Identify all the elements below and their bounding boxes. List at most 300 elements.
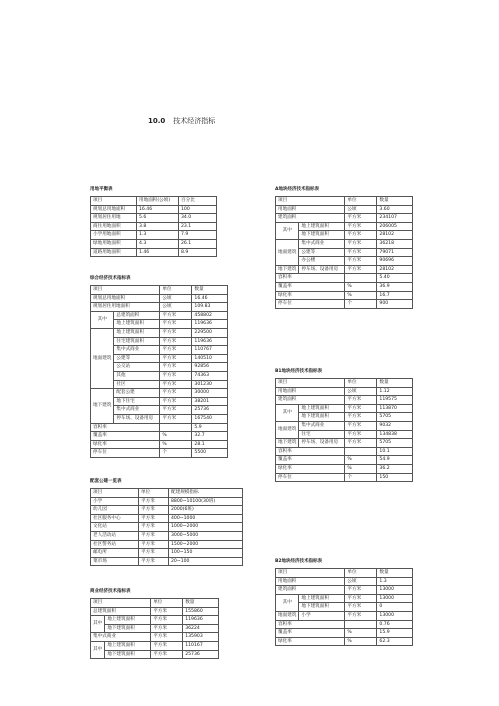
table-cell: 平方米 <box>345 214 377 223</box>
table-cell: 平方米 <box>345 421 377 430</box>
table-cell: % <box>160 432 192 441</box>
table-cell: 平方米 <box>151 641 183 650</box>
table-row <box>276 205 413 214</box>
table-cell: 覆盖率 <box>276 629 345 638</box>
overall-indicators-table-block <box>90 275 228 458</box>
table-cell: % <box>345 456 377 465</box>
table-row <box>276 300 413 309</box>
plot-b2-indicators-table-block <box>275 558 413 646</box>
table-row <box>91 607 219 616</box>
table-cell: 停车场、设备用房 <box>299 439 345 448</box>
data-table <box>90 598 219 659</box>
table-cell: 覆盖率 <box>276 282 345 291</box>
table-cell <box>345 620 377 629</box>
table-cell: 平方米 <box>345 413 377 422</box>
table-header-cell: 配建规模指标 <box>169 489 243 498</box>
table-cell: 16.46 <box>137 205 179 214</box>
table-cell: 容积率 <box>276 447 345 456</box>
table-cell: 0 <box>377 603 413 612</box>
table-cell: 平方米 <box>139 506 169 515</box>
table-cell: 5705 <box>377 439 413 448</box>
table-cell: 113870 <box>377 404 413 413</box>
table-row <box>276 396 413 405</box>
table-cell: 地下建筑面积 <box>105 650 151 659</box>
table-row <box>91 432 228 441</box>
table-row <box>276 473 413 482</box>
table-cell: 23.1 <box>179 222 217 231</box>
table-row <box>276 464 413 473</box>
table-row <box>91 294 228 303</box>
table-row <box>91 303 228 312</box>
table-caption: 配套公建一览表 <box>90 479 122 484</box>
table-cell: 文化站 <box>91 523 139 532</box>
table-row <box>91 286 228 295</box>
table-header-cell: 数量 <box>377 569 413 578</box>
table-cell: 平方米 <box>151 650 183 659</box>
table-cell: 覆盖率 <box>91 432 160 441</box>
table-cell: 商住用地面积 <box>91 222 137 231</box>
table-cell: 地上建筑面积 <box>105 641 151 650</box>
table-cell: 1000~2000 <box>169 523 243 532</box>
table-cell: 13000 <box>377 611 413 620</box>
table-cell: 150 <box>377 473 413 482</box>
table-cell: 5500 <box>192 449 228 458</box>
table-cell: 配套公建 <box>114 389 160 398</box>
table-row <box>91 497 243 506</box>
group-label: 地面建筑 <box>276 239 299 265</box>
table-cell: 绿地用地面积 <box>91 239 137 248</box>
group-label: 其中 <box>276 222 299 239</box>
data-table <box>90 196 217 257</box>
table-cell: 110167 <box>183 641 219 650</box>
table-cell: 地下建筑面积 <box>299 603 345 612</box>
table-row <box>276 637 413 646</box>
table-cell: 8.9 <box>179 248 217 257</box>
table-cell: % <box>160 440 192 449</box>
table-cell: 平方米 <box>345 257 377 266</box>
table-row <box>276 611 413 620</box>
group-label: 地下建筑 <box>276 439 299 448</box>
table-cell: 1.3 <box>137 231 179 240</box>
plot-b1-indicators-table-block <box>275 368 413 482</box>
table-cell: 74363 <box>192 371 228 380</box>
table-cell: 容积率 <box>91 423 160 432</box>
table-cell: 134838 <box>377 430 413 439</box>
table-cell: 8800~10100(30班) <box>169 497 243 506</box>
table-cell: 住宅 <box>299 430 345 439</box>
table-cell: % <box>345 282 377 291</box>
table-cell: 公顷 <box>345 387 377 396</box>
table-cell: 5.40 <box>377 274 413 283</box>
table-cell: 16.46 <box>192 294 228 303</box>
table-header-cell: 项目 <box>276 197 345 206</box>
table-cell: 规划总用地面积 <box>91 294 160 303</box>
table-cell: 建筑面积 <box>276 214 345 223</box>
table-row <box>91 616 219 625</box>
table-caption: A地块经济技术指标表 <box>275 187 319 192</box>
table-cell: 规划居住用地 <box>91 214 137 223</box>
table-cell: 住宅建筑面积 <box>114 337 160 346</box>
table-row <box>91 549 243 558</box>
table-cell: 其他 <box>114 371 160 380</box>
table-cell: 个 <box>345 473 377 482</box>
table-caption: 用地平衡表 <box>90 187 113 192</box>
table-cell: 1.12 <box>377 387 413 396</box>
table-cell: 社区警务站 <box>91 540 139 549</box>
table-cell: 62.3 <box>377 637 413 646</box>
table-cell: 平方米 <box>345 239 377 248</box>
table-cell: 平方米 <box>160 337 192 346</box>
table-cell: 规划居住用地面积 <box>91 303 160 312</box>
table-cell: 119636 <box>192 337 228 346</box>
table-cell: 平方米 <box>345 404 377 413</box>
table-cell: 229500 <box>192 328 228 337</box>
table-row <box>91 506 243 515</box>
table-cell: 平方米 <box>139 557 169 566</box>
table-cell: 总建筑面积 <box>114 311 160 320</box>
table-cell: 平方米 <box>139 549 169 558</box>
table-header-cell: 项目 <box>91 197 137 206</box>
table-cell: 平方米 <box>345 231 377 240</box>
table-cell: 公建等 <box>114 354 160 363</box>
table-cell: 停车位 <box>276 473 345 482</box>
table-cell: 社区服务中心 <box>91 514 139 523</box>
table-cell: 建筑面积 <box>276 396 345 405</box>
table-cell: 菜市场 <box>91 557 139 566</box>
table-header-cell: 项目 <box>91 286 160 295</box>
table-row <box>91 239 217 248</box>
table-cell: 135903 <box>183 633 219 642</box>
table-cell: 用地面积 <box>276 387 345 396</box>
table-cell: 地下建筑面积 <box>105 624 151 633</box>
table-caption: 综合经济技术指标表 <box>90 276 131 281</box>
table-cell: 地下建筑面积 <box>299 231 345 240</box>
table-header-cell: 项目 <box>91 599 151 608</box>
table-header-cell: 数量 <box>377 379 413 388</box>
table-row <box>91 641 219 650</box>
table-cell: 平方米 <box>160 328 192 337</box>
table-header-cell: 单位 <box>345 379 377 388</box>
table-cell: 458802 <box>192 311 228 320</box>
table-cell: 28102 <box>377 265 413 274</box>
table-cell: 停车位 <box>91 449 160 458</box>
section-title: 技术经济指标 <box>173 117 216 125</box>
table-cell: 平方米 <box>139 540 169 549</box>
table-cell: 地上建筑面积 <box>114 320 160 329</box>
table-cell: 绿化率 <box>276 464 345 473</box>
table-cell: 小学 <box>299 611 345 620</box>
table-cell: 28102 <box>377 231 413 240</box>
table-cell: 平方米 <box>160 380 192 389</box>
table-cell: 总建筑面积 <box>91 607 151 616</box>
table-row <box>276 379 413 388</box>
table-cell: 平方米 <box>345 439 377 448</box>
table-cell: 平方米 <box>151 633 183 642</box>
table-cell: 平方米 <box>151 624 183 633</box>
group-label: 地下建筑 <box>91 389 114 423</box>
table-cell: 地下建筑面积 <box>299 413 345 422</box>
table-cell: 3.8 <box>137 222 179 231</box>
table-cell: 用地面积 <box>276 205 345 214</box>
table-cell: 社区 <box>114 380 160 389</box>
table-header-cell: 项目 <box>91 489 139 498</box>
table-cell: % <box>345 291 377 300</box>
table-cell: 绿化率 <box>276 637 345 646</box>
table-cell: 206005 <box>377 222 413 231</box>
table-cell <box>160 423 192 432</box>
table-row <box>276 387 413 396</box>
table-cell: 119575 <box>377 396 413 405</box>
table-cell: 平方米 <box>345 222 377 231</box>
table-header-cell: 用地面积(公顷) <box>137 197 179 206</box>
table-row <box>91 423 228 432</box>
table-caption: B2地块经济技术指标表 <box>275 559 323 564</box>
table-cell: 5.9 <box>192 423 228 432</box>
table-header-cell: 项目 <box>276 569 345 578</box>
table-cell: 4.3 <box>137 239 179 248</box>
table-cell: 平方米 <box>345 594 377 603</box>
table-cell: 集中式商业 <box>91 633 151 642</box>
table-cell: 7.9 <box>179 231 217 240</box>
table-cell: 平方米 <box>160 406 192 415</box>
table-cell: 老人活动站 <box>91 531 139 540</box>
table-cell: 100 <box>179 205 217 214</box>
table-cell: 10.1 <box>377 447 413 456</box>
table-cell: 停车场、设备用房 <box>299 265 345 274</box>
table-cell: 平方米 <box>160 311 192 320</box>
table-cell: 13000 <box>377 586 413 595</box>
table-row <box>276 620 413 629</box>
table-header-cell: 单位 <box>160 286 192 295</box>
page-title <box>148 116 215 126</box>
table-row <box>91 540 243 549</box>
table-cell: 32.7 <box>192 432 228 441</box>
table-row <box>91 599 219 608</box>
table-cell: 平方米 <box>345 430 377 439</box>
table-row <box>276 439 413 448</box>
group-label: 地面建筑 <box>91 328 114 388</box>
table-cell: % <box>345 464 377 473</box>
table-row <box>276 456 413 465</box>
table-cell: 地上建筑面积 <box>299 404 345 413</box>
public-facilities-table-block <box>90 478 243 566</box>
table-cell: 平方米 <box>139 531 169 540</box>
table-row <box>91 624 219 633</box>
table-row <box>91 231 217 240</box>
table-caption: 商业经济技术指标表 <box>90 589 131 594</box>
table-header-cell: 单位 <box>345 569 377 578</box>
table-cell: 规划总用地面积 <box>91 205 137 214</box>
table-row <box>276 447 413 456</box>
table-header-cell: 单位 <box>139 489 169 498</box>
table-row <box>91 248 217 257</box>
table-row <box>276 569 413 578</box>
table-cell: 28.1 <box>192 440 228 449</box>
table-cell: 平方米 <box>160 389 192 398</box>
table-row <box>276 594 413 603</box>
table-header-cell: 单位 <box>345 197 377 206</box>
data-table <box>275 378 413 482</box>
table-row <box>91 311 228 320</box>
table-cell: 平方米 <box>151 616 183 625</box>
table-cell: 集中式商业 <box>299 239 345 248</box>
table-cell: 公顷 <box>160 294 192 303</box>
table-cell: 绿化率 <box>276 291 345 300</box>
section-number: 10.0 <box>148 117 166 125</box>
table-cell: 地上建筑面积 <box>299 222 345 231</box>
table-cell: 覆盖率 <box>276 456 345 465</box>
table-cell: 公顷 <box>160 303 192 312</box>
table-row <box>276 629 413 638</box>
table-row <box>91 650 219 659</box>
table-cell: 集中式商业 <box>114 406 160 415</box>
table-cell: 36224 <box>183 624 219 633</box>
table-cell: 地上建筑面积 <box>114 328 160 337</box>
table-cell: 平方米 <box>160 320 192 329</box>
table-cell: 平方米 <box>345 248 377 257</box>
table-row <box>276 282 413 291</box>
table-cell: 幼儿园 <box>91 506 139 515</box>
table-cell: 26.1 <box>179 239 217 248</box>
group-label: 其中 <box>91 311 114 328</box>
table-caption: B1地块经济技术指标表 <box>275 369 323 374</box>
table-cell: 集中式商业 <box>114 346 160 355</box>
table-row <box>91 389 228 398</box>
table-cell: 地上建筑面积 <box>299 594 345 603</box>
table-row <box>276 404 413 413</box>
table-cell: 建筑面积 <box>276 586 345 595</box>
table-cell: 20~100 <box>169 557 243 566</box>
table-header-cell: 单位 <box>151 599 183 608</box>
table-cell: 15.9 <box>377 629 413 638</box>
table-cell: 用地面积 <box>276 577 345 586</box>
data-table <box>90 285 228 458</box>
table-row <box>91 633 219 642</box>
table-cell: 公交站 <box>114 363 160 372</box>
table-cell: 1.46 <box>137 248 179 257</box>
table-row <box>276 214 413 223</box>
table-cell: 平方米 <box>160 414 192 423</box>
table-cell: 办公楼 <box>299 257 345 266</box>
table-cell: 54.9 <box>377 456 413 465</box>
table-cell: 平方米 <box>139 523 169 532</box>
table-cell: 36.2 <box>377 464 413 473</box>
table-cell: 92856 <box>192 363 228 372</box>
table-cell: 公顷 <box>345 577 377 586</box>
table-row <box>276 291 413 300</box>
table-cell: 公建等 <box>299 248 345 257</box>
table-cell: 167540 <box>192 414 228 423</box>
land-balance-table-block <box>90 186 217 257</box>
table-cell: 道路用地面积 <box>91 248 137 257</box>
plot-a-indicators-table-block <box>275 186 413 309</box>
table-cell: 90696 <box>377 257 413 266</box>
table-cell: 2000(6班) <box>169 506 243 515</box>
table-cell: 容积率 <box>276 620 345 629</box>
table-cell: 平方米 <box>345 603 377 612</box>
table-cell: 36218 <box>377 239 413 248</box>
table-row <box>91 514 243 523</box>
group-label: 其中 <box>276 594 299 611</box>
table-cell: 234107 <box>377 214 413 223</box>
table-cell: 个 <box>160 449 192 458</box>
table-cell: 9032 <box>377 421 413 430</box>
table-cell: 100~150 <box>169 549 243 558</box>
table-cell: 个 <box>345 300 377 309</box>
table-cell: 平方米 <box>345 396 377 405</box>
table-cell: 25736 <box>192 406 228 415</box>
table-cell: 110767 <box>192 346 228 355</box>
table-cell: 停车位 <box>276 300 345 309</box>
table-cell: 平方米 <box>160 346 192 355</box>
table-cell: 5.6 <box>137 214 179 223</box>
table-cell: 停车场、设备用房 <box>114 414 160 423</box>
table-row <box>276 222 413 231</box>
group-label: 其中 <box>91 641 105 658</box>
table-cell: 79071 <box>377 248 413 257</box>
table-row <box>276 239 413 248</box>
group-label: 其中 <box>276 404 299 421</box>
table-cell: 1500~2000 <box>169 540 243 549</box>
table-cell: 地下住宅 <box>114 397 160 406</box>
table-cell: 301230 <box>192 380 228 389</box>
table-cell: 119636 <box>192 320 228 329</box>
commercial-indicators-table-block <box>90 588 219 659</box>
table-cell: % <box>345 637 377 646</box>
group-label: 地面建筑 <box>276 421 299 438</box>
table-row <box>276 586 413 595</box>
table-cell: 平方米 <box>345 611 377 620</box>
table-cell: 13000 <box>377 594 413 603</box>
table-cell: 平方米 <box>139 497 169 506</box>
table-header-cell: 数量 <box>192 286 228 295</box>
table-cell: 3.60 <box>377 205 413 214</box>
table-cell: 平方米 <box>160 371 192 380</box>
table-row <box>91 328 228 337</box>
table-cell: % <box>345 629 377 638</box>
table-cell: 容积率 <box>276 274 345 283</box>
table-cell: 16.7 <box>377 291 413 300</box>
group-label: 地面建筑 <box>276 611 299 620</box>
table-cell: 140510 <box>192 354 228 363</box>
group-label: 其中 <box>91 616 105 633</box>
table-cell: 25736 <box>183 650 219 659</box>
table-cell: 400~1000 <box>169 514 243 523</box>
table-cell: 109.83 <box>192 303 228 312</box>
table-cell <box>345 447 377 456</box>
table-cell: 155860 <box>183 607 219 616</box>
table-header-cell: 百分比 <box>179 197 217 206</box>
table-row <box>276 274 413 283</box>
table-cell: 平方米 <box>345 265 377 274</box>
table-row <box>91 557 243 566</box>
table-row <box>91 449 228 458</box>
table-row <box>276 421 413 430</box>
table-header-cell: 项目 <box>276 379 345 388</box>
table-header-cell: 数量 <box>377 197 413 206</box>
table-cell: 小学用地面积 <box>91 231 137 240</box>
table-row <box>276 197 413 206</box>
table-cell: 3000~5000 <box>169 531 243 540</box>
table-cell: 平方米 <box>160 363 192 372</box>
table-row <box>91 205 217 214</box>
table-row <box>276 265 413 274</box>
table-cell <box>345 274 377 283</box>
table-cell: 小学 <box>91 497 139 506</box>
table-cell: 36.9 <box>377 282 413 291</box>
table-cell: 0.76 <box>377 620 413 629</box>
table-cell: 集中式商业 <box>299 421 345 430</box>
